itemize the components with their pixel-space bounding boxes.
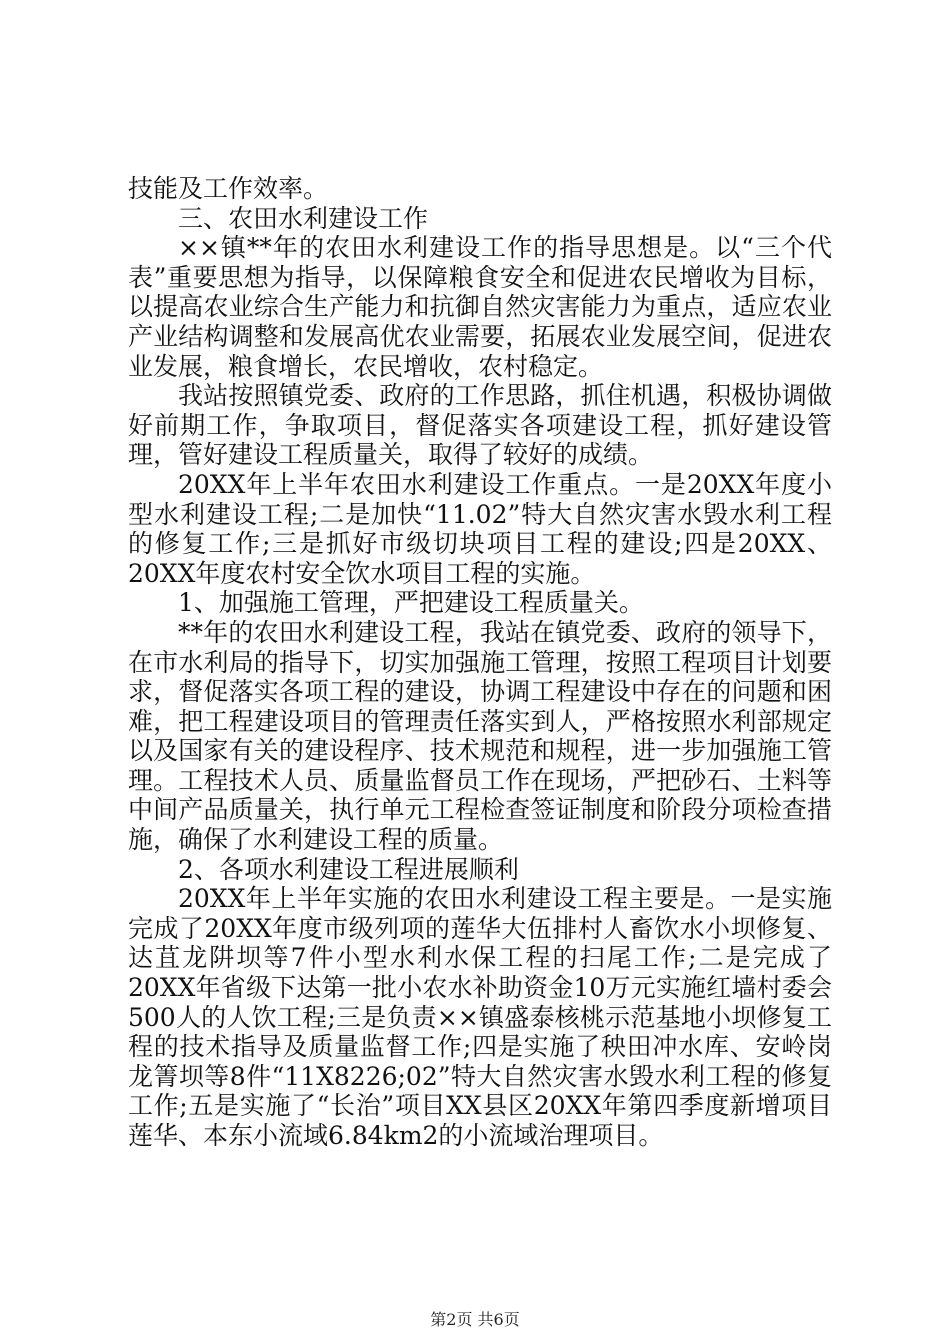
paragraph: 20XX年上半年农田水利建设工作重点。一是20XX年度小型水利建设工程;二是加快“11.02”特大自然灾害水毁水利工程的修复工作;三是抓好市级切块项目工程的建设;四是20XX、20XX年度农村安全饮水项目工程的实施。	[128, 469, 832, 588]
subsection-heading: 2、各项水利建设工程进展顺利	[178, 854, 519, 884]
paragraph: ××镇**年的农田水利建设工作的指导思想是。以“三个代表”重要思想为指导，以保障粮食安全和促进农民增收为目标，以提高农业综合生产能力和抗御自然灾害能力为重点，适应农业产业结构调整和发展高优农业需要，拓展农业发展空间，促进农业发展，粮食增长，农民增收，农村稳定。	[128, 233, 832, 381]
paragraph: 20XX年上半年实施的农田水利建设工程主要是。一是实施完成了20XX年度市级列项的莲华大伍排村人畜饮水小坝修复、达苴龙阱坝等7件小型水利水保工程的扫尾工作;二是完成了20XX年省级下达第一批小农水补助资金10万元实施红墙村委会500人的人饮工程;三是负责××镇盛泰核桃示范基地小坝修复工程的技术指导及质量监督工作;四是实施了秧田冲水库、安岭岗龙箐坝等8件“11X8226;02”特大自然灾害水毁水利工程的修复工作;五是实施了“长治”项目XX县区20XX年第四季度新增项目莲华、本东小流域6.84km2的小流域治理项目。	[128, 884, 832, 1150]
subsection-heading: 1、加强施工管理，严把建设工程质量关。	[178, 588, 644, 618]
paragraph-continuation: 技能及工作效率。	[128, 174, 329, 203]
section-heading: 三、农田水利建设工作	[178, 203, 429, 233]
document-body	[128, 174, 832, 1151]
paragraph: 我站按照镇党委、政府的工作思路，抓住机遇，积极协调做好前期工作，争取项目，督促落实各项建设工程，抓好建设管理，管好建设工程质量关，取得了较好的成绩。	[128, 381, 832, 470]
paragraph: **年的农田水利建设工程，我站在镇党委、政府的领导下，在市水利局的指导下，切实加强施工管理，按照工程项目计划要求，督促落实各项工程的建设，协调工程建设中存在的问题和困难，把工程建设项目的管理责任落实到人，严格按照水利部规定以及国家有关的建设程序、技术规范和规程，进一步加强施工管理。工程技术人员、质量监督员工作在现场，严把砂石、土料等中间产品质量关，执行单元工程检查签证制度和阶段分项检查措施，确保了水利建设工程的质量。	[128, 617, 832, 855]
page-footer: 第2页 共6页	[430, 1310, 520, 1329]
